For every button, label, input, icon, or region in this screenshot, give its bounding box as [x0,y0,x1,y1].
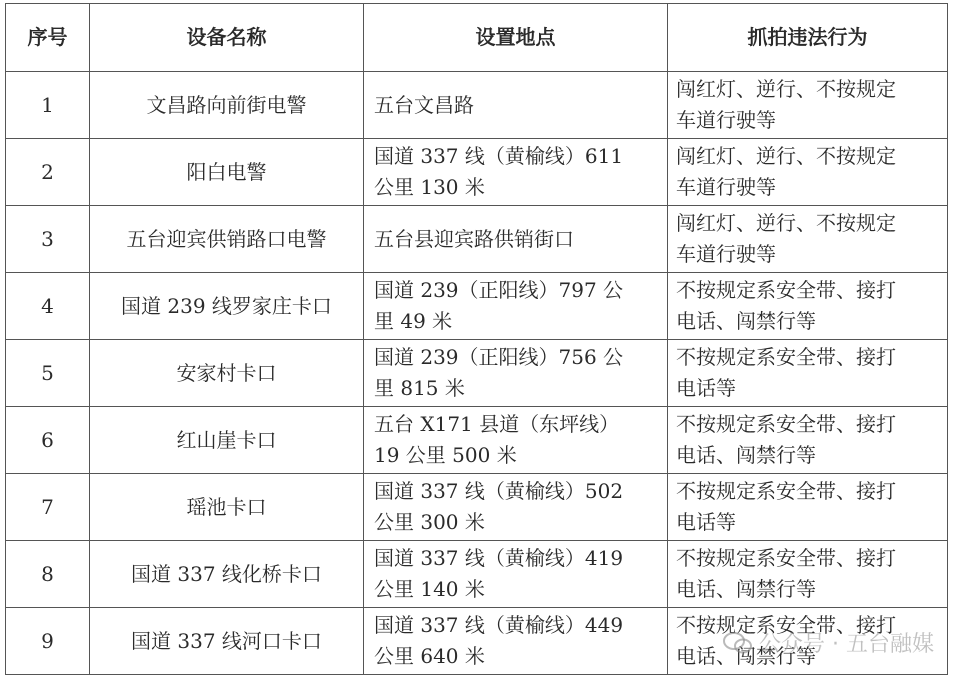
device-name: 国道 337 线化桥卡口 [90,541,364,608]
location-line: 公里 300 米 [374,510,485,534]
behavior-line: 车道行驶等 [676,242,776,266]
location-line: 19 公里 500 米 [374,443,517,467]
header-location: 设置地点 [364,4,668,72]
location [364,608,668,675]
behavior-line: 电话等 [676,510,736,534]
device-name: 阳白电警 [90,139,364,206]
table-row [6,608,948,675]
table-row [6,72,948,139]
violation-behavior [668,273,948,340]
device-name: 国道 239 线罗家庄卡口 [90,273,364,340]
row-number: 4 [6,273,90,340]
row-number: 5 [6,340,90,407]
table-row [6,340,948,407]
device-name: 红山崖卡口 [90,407,364,474]
row-number: 3 [6,206,90,273]
behavior-line: 闯红灯、逆行、不按规定 [676,77,896,101]
location [364,474,668,541]
device-name: 国道 337 线河口卡口 [90,608,364,675]
behavior-line: 不按规定系安全带、接打 [676,278,896,302]
row-number: 6 [6,407,90,474]
watermark-text: 公众号 · 五台融媒 [759,632,934,657]
violation-behavior [668,541,948,608]
behavior-line: 电话、闯禁行等 [676,644,816,668]
location-line: 五台文昌路 [374,92,474,117]
table-row [6,541,948,608]
device-name: 瑶池卡口 [90,474,364,541]
behavior-line: 闯红灯、逆行、不按规定 [676,211,896,235]
behavior-line: 电话、闯禁行等 [676,577,816,601]
location-line: 国道 337 线（黄榆线）611 [374,144,624,168]
behavior-line: 电话、闯禁行等 [676,443,816,467]
location [364,407,668,474]
violation-behavior [668,407,948,474]
behavior-line: 闯红灯、逆行、不按规定 [676,144,896,168]
behavior-line: 电话等 [676,376,736,400]
behavior-line: 车道行驶等 [676,108,776,132]
violation-behavior [668,139,948,206]
location [364,340,668,407]
location-line: 五台县迎宾路供销街口 [374,226,574,251]
behavior-line: 电话、闯禁行等 [676,309,816,333]
row-number: 2 [6,139,90,206]
camera-table [5,3,948,675]
location [364,139,668,206]
device-name: 安家村卡口 [90,340,364,407]
location-line: 公里 130 米 [374,175,485,199]
behavior-line: 不按规定系安全带、接打 [676,613,896,637]
location-line: 公里 140 米 [374,577,485,601]
violation-behavior [668,206,948,273]
location [364,541,668,608]
location-line: 国道 337 线（黄榆线）419 [374,546,624,570]
location-line: 国道 337 线（黄榆线）449 [374,613,624,637]
row-number: 1 [6,72,90,139]
location-line: 五台 X171 县道（东坪线） [374,412,620,436]
location-line: 国道 239（正阳线）756 公 [374,345,624,369]
behavior-line: 不按规定系安全带、接打 [676,546,896,570]
table-row [6,273,948,340]
violation-behavior [668,608,948,675]
location [364,72,668,139]
violation-behavior [668,72,948,139]
location-line: 里 49 米 [374,309,453,333]
table-row [6,474,948,541]
location [364,273,668,340]
table-body [6,72,948,675]
location-line: 公里 640 米 [374,644,485,668]
table-row [6,407,948,474]
location [364,206,668,273]
table-header-row [6,4,948,72]
device-name: 五台迎宾供销路口电警 [90,206,364,273]
table-row [6,206,948,273]
row-number: 9 [6,608,90,675]
location-line: 里 815 米 [374,376,465,400]
row-number: 8 [6,541,90,608]
behavior-line: 不按规定系安全带、接打 [676,479,896,503]
header-violation: 抓拍违法行为 [668,4,948,72]
behavior-line: 车道行驶等 [676,175,776,199]
row-number: 7 [6,474,90,541]
header-no: 序号 [6,4,90,72]
location-line: 国道 239（正阳线）797 公 [374,278,624,302]
violation-behavior [668,340,948,407]
behavior-line: 不按规定系安全带、接打 [676,345,896,369]
device-name: 文昌路向前街电警 [90,72,364,139]
header-device-name: 设备名称 [90,4,364,72]
behavior-line: 不按规定系安全带、接打 [676,412,896,436]
location-line: 国道 337 线（黄榆线）502 [374,479,624,503]
table-row [6,139,948,206]
violation-behavior [668,474,948,541]
